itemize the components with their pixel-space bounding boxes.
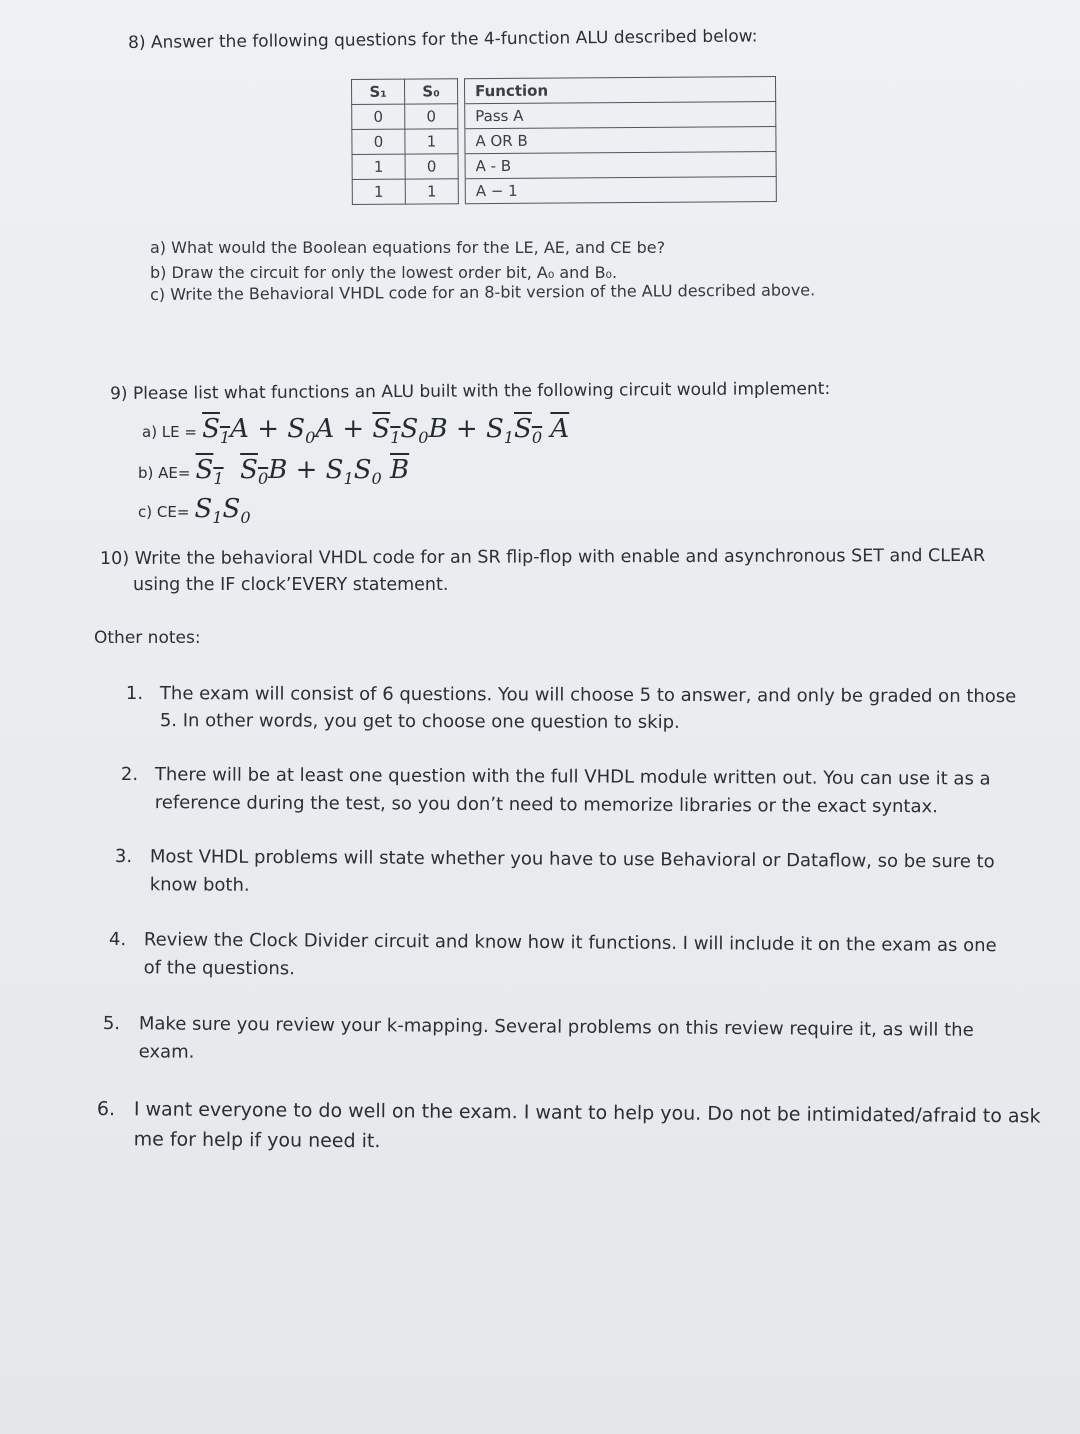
table-header-row bbox=[352, 77, 776, 105]
equation-ce bbox=[138, 494, 251, 527]
header-s0: S₀ bbox=[405, 79, 458, 104]
table-row bbox=[352, 127, 776, 155]
cell-s0: 0 bbox=[405, 104, 458, 129]
question-10-line-2: using the IF clock’EVERY statement. bbox=[133, 575, 449, 595]
cell-s1: 1 bbox=[352, 154, 405, 179]
cell-s1: 0 bbox=[352, 129, 405, 154]
other-notes-heading: Other notes: bbox=[94, 628, 201, 648]
equation-le-expression: $S_1A + S_0A + S_1S_0B + S_1S_0$ $\overline{A}$ bbox=[202, 414, 570, 448]
equation-le-label: a) LE = bbox=[142, 423, 197, 441]
header-s1: S₁ bbox=[352, 79, 405, 104]
header-function: Function bbox=[465, 77, 776, 104]
question-10-line-1: 10) Write the behavioral VHDL code for an SR flip-flop with enable and asynchronous SET and CLEAR bbox=[100, 545, 986, 569]
alu-function-table bbox=[351, 76, 777, 205]
cell-s0: 0 bbox=[405, 154, 458, 179]
equation-ae-label: b) AE= bbox=[138, 464, 191, 482]
list-item: 4. Review the Clock Divider circuit and know how it functions. I will include it on the exam as one of the questions. bbox=[108, 928, 997, 980]
equation-ce-expression: $S_1S_0$ bbox=[194, 494, 251, 528]
question-9-heading: 9) Please list what functions an ALU built with the following circuit would implement: bbox=[110, 378, 831, 404]
cell-function: Pass A bbox=[465, 102, 776, 129]
cell-function: A OR B bbox=[465, 127, 776, 154]
cell-function: A − 1 bbox=[465, 177, 776, 204]
list-item: 1. The exam will consist of 6 questions. You will choose 5 to answer, and only be graded on those 5. In other words, you get to choose one question to skip. bbox=[125, 683, 1017, 733]
cell-s1: 1 bbox=[352, 179, 405, 204]
equation-ae-expression: $S_1$ $S_0B + S_1S_0$ $\overline{B}$ bbox=[195, 455, 410, 489]
cell-s1: 0 bbox=[352, 104, 405, 129]
table-row bbox=[352, 102, 776, 130]
table-row bbox=[352, 152, 776, 180]
equation-ae bbox=[138, 455, 409, 488]
equation-le bbox=[142, 414, 569, 447]
question-8-heading: 8) Answer the following questions for the 4-function ALU described below: bbox=[128, 26, 758, 53]
cell-s0: 1 bbox=[405, 179, 458, 204]
question-8-part-a: a) What would the Boolean equations for the LE, AE, and CE be? bbox=[150, 238, 666, 257]
list-item: 6. I want everyone to do well on the exam. I want to help you. Do not be intimidated/afraid to ask me for help if you need it. bbox=[96, 1097, 1041, 1153]
list-item: 2. There will be at least one question with the full VHDL module written out. You can use it as a reference during the test, so you don’t need to memorize libraries or the exact syntax. bbox=[120, 763, 991, 818]
question-8-part-c: c) Write the Behavioral VHDL code for an 8-bit version of the ALU described above. bbox=[150, 280, 816, 304]
cell-function: A - B bbox=[465, 152, 776, 179]
equation-ce-label: c) CE= bbox=[138, 503, 190, 521]
list-item: 5. Make sure you review your k-mapping. Several problems on this review require it, as will the exam. bbox=[102, 1012, 974, 1063]
list-item: 3. Most VHDL problems will state whether you have to use Behavioral or Dataflow, so be sure to know both. bbox=[114, 845, 995, 896]
question-8-part-b: b) Draw the circuit for only the lowest order bit, A₀ and B₀. bbox=[150, 263, 618, 282]
cell-s0: 1 bbox=[405, 129, 458, 154]
table-row bbox=[352, 177, 776, 205]
